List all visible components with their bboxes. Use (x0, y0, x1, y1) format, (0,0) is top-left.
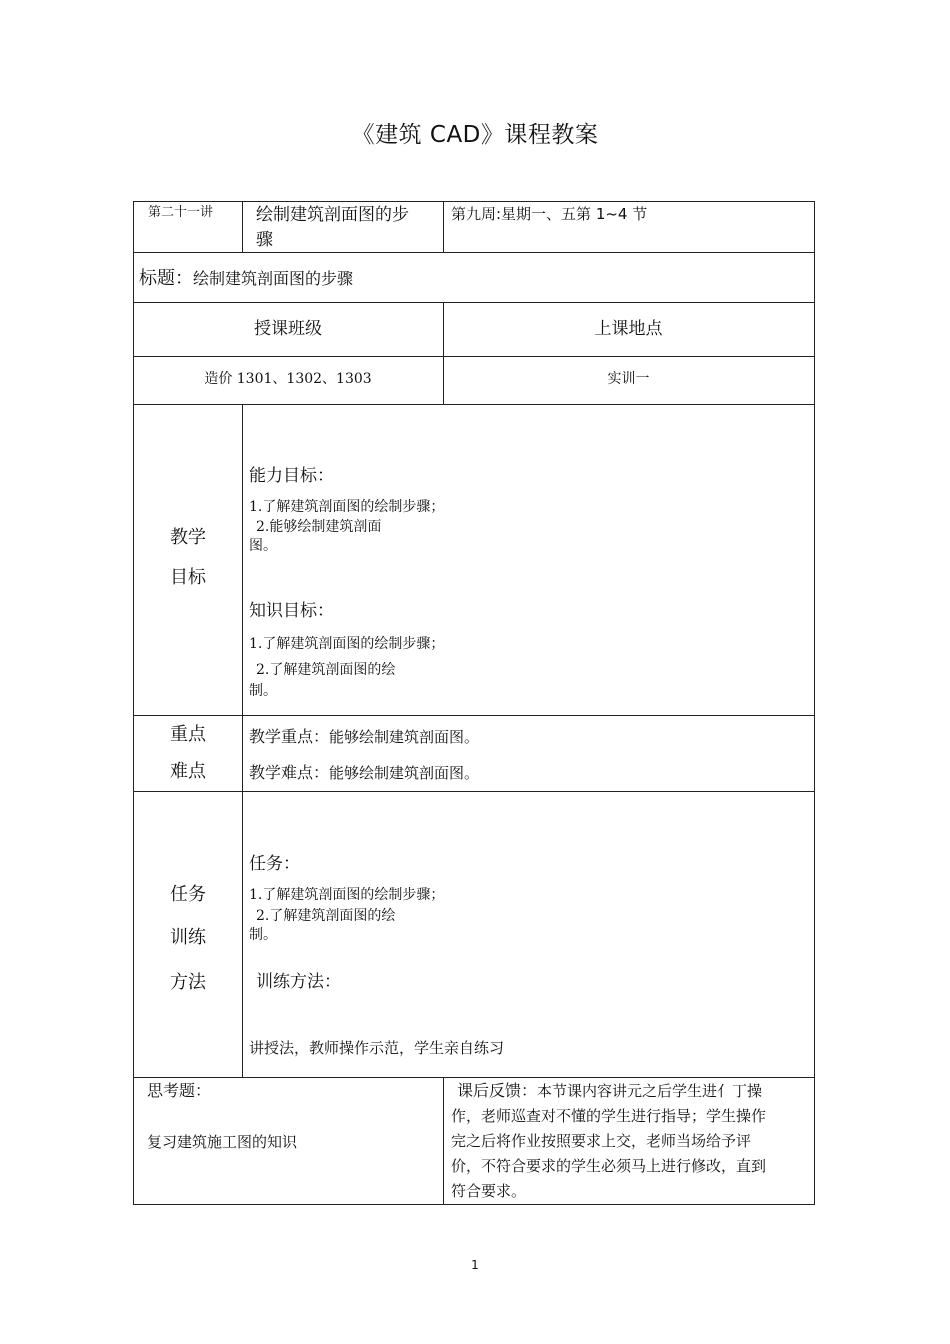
teaching-focus-value: 能够绘制建筑剖面图。 (329, 728, 480, 746)
tasks-label-1: 任务 (170, 884, 206, 905)
teaching-focus-label: 教学重点： (249, 727, 330, 746)
table-rule (814, 201, 815, 1205)
location-value: 实训一 (607, 371, 650, 387)
feedback-text-4: 价，不符合要求的学生必须马上进行修改，直到 (451, 1157, 767, 1175)
feedback-text-1: 本节课内容讲元之后学生进亻丁操 (537, 1082, 763, 1100)
table-rule (133, 1204, 815, 1205)
thinking-value: 复习建筑施工图的知识 (147, 1133, 298, 1151)
task-item-1: 1.了解建筑剖面图的绘制步骤； (249, 887, 445, 903)
teaching-difficulty-value: 能够绘制建筑剖面图。 (329, 764, 480, 782)
class-header-label: 授课班级 (254, 319, 322, 339)
table-rule (133, 201, 134, 1205)
training-method-value: 讲授法，教师操作示范，学生亲自练习 (249, 1039, 505, 1057)
training-method-title: 训练方法： (256, 972, 341, 992)
keypoints-label-2: 难点 (170, 761, 206, 782)
ability-goal-title: 能力目标： (249, 466, 334, 486)
task-item-2: 2.了解建筑剖面图的绘 (256, 908, 396, 924)
ability-goal-item-1: 1.了解建筑剖面图的绘制步骤； (249, 499, 445, 515)
table-rule (133, 1077, 815, 1078)
subject-label: 标题： (139, 268, 193, 289)
tasks-label-2: 训练 (170, 927, 206, 948)
feedback-text-3: 完之后将作业按照要求上交，老师当场给予评 (451, 1132, 752, 1150)
class-list: 造价 1301、1302、1303 (204, 371, 372, 387)
table-rule (443, 1077, 444, 1204)
objectives-label-2: 目标 (170, 567, 206, 588)
tasks-label-3: 方法 (170, 972, 206, 993)
table-rule (443, 201, 444, 252)
document-title: 《建筑 CAD》课程教案 (351, 122, 599, 148)
task-item-2-cont: 制。 (249, 927, 277, 943)
thinking-label: 思考题： (147, 1081, 212, 1100)
feedback-text-2: 作，老师巡查对不懂的学生进行指导；学生操作 (451, 1107, 767, 1125)
table-rule (133, 404, 815, 405)
lecture-topic-line1: 绘制建筑剖面图的步 (256, 205, 409, 225)
teaching-focus (249, 727, 479, 746)
table-rule (133, 252, 815, 253)
table-rule (443, 302, 444, 404)
table-rule (133, 715, 815, 716)
lecture-number: 第二十一讲 (148, 205, 214, 220)
keypoints-label-1: 重点 (170, 724, 206, 745)
location-header-label: 上课地点 (594, 319, 663, 339)
knowledge-goal-item-1: 1.了解建筑剖面图的绘制步骤； (249, 636, 445, 652)
feedback-line-1 (451, 1081, 762, 1100)
subject-row (139, 268, 353, 290)
ability-goal-item-2: 2.能够绘制建筑剖面 (256, 519, 382, 535)
table-rule (133, 302, 815, 303)
table-rule (133, 356, 815, 357)
knowledge-goal-title: 知识目标： (249, 601, 334, 621)
teaching-difficulty (249, 763, 479, 782)
schedule: 第九周:星期一、五第 1~4 节 (451, 205, 648, 223)
table-rule (242, 201, 243, 252)
task-title: 任务： (249, 854, 300, 874)
feedback-label: 课后反馈： (457, 1081, 538, 1100)
ability-goal-item-2-cont: 图。 (249, 538, 277, 554)
feedback-text-5: 符合要求。 (451, 1182, 527, 1200)
knowledge-goal-item-2-cont: 制。 (249, 683, 277, 699)
subject-value: 绘制建筑剖面图的步骤 (193, 269, 354, 288)
page-number: 1 (471, 1258, 479, 1272)
objectives-label-1: 教学 (170, 527, 206, 548)
teaching-difficulty-label: 教学难点： (249, 763, 330, 782)
table-rule (133, 201, 815, 202)
table-rule (133, 791, 815, 792)
knowledge-goal-item-2: 2.了解建筑剖面图的绘 (256, 662, 396, 678)
lecture-topic-line2: 骤 (256, 230, 273, 250)
